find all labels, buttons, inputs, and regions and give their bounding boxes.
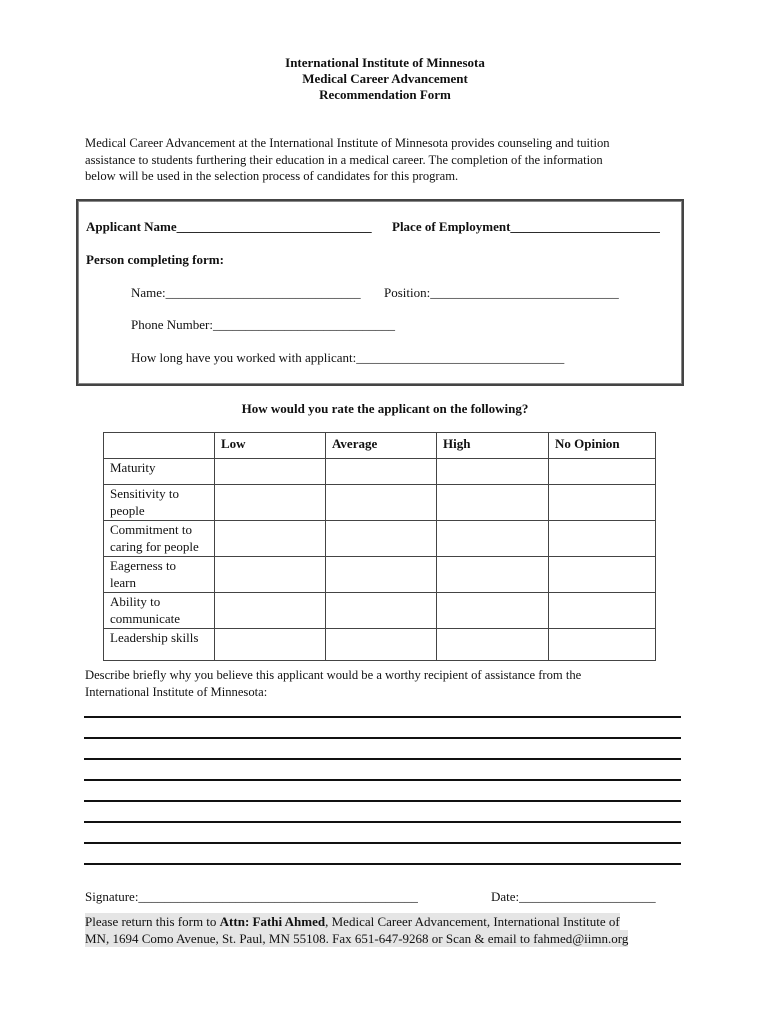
table-row [104, 593, 656, 629]
rating-cell-average[interactable] [326, 521, 437, 557]
row-label-leadership [104, 629, 215, 661]
describe-prompt [85, 667, 705, 700]
rating-cell-high[interactable] [437, 629, 549, 661]
rating-table [103, 432, 656, 661]
row-label-text: Leadership skills [110, 630, 199, 645]
header-cell-blank [104, 433, 215, 459]
rating-cell-average[interactable] [326, 557, 437, 593]
return-suffix: , Medical Career Advancement, International Institute of [325, 914, 620, 929]
rating-cell-no-opinion[interactable] [549, 485, 656, 521]
rating-cell-low[interactable] [215, 593, 326, 629]
completer-position-field[interactable]: Position:_____________________________ [384, 285, 619, 300]
signature-field[interactable]: Signature:___________________________________________ [85, 889, 418, 904]
table-row [104, 557, 656, 593]
form-title: Recommendation Form [319, 87, 451, 102]
rating-cell-no-opinion[interactable] [549, 459, 656, 485]
table-row [104, 521, 656, 557]
row-label-text: Commitment to [110, 522, 192, 537]
rating-cell-low[interactable] [215, 629, 326, 661]
applicant-info-box [76, 199, 684, 386]
row-label-text: Sensitivity to [110, 486, 179, 501]
applicant-name-field[interactable]: Applicant Name______________________________ [86, 219, 372, 234]
rating-cell-no-opinion[interactable] [549, 629, 656, 661]
writing-line[interactable] [84, 800, 681, 802]
program-title: Medical Career Advancement [302, 71, 468, 86]
rating-cell-high[interactable] [437, 593, 549, 629]
return-line-2: MN, 1694 Como Avenue, St. Paul, MN 55108. Fax 651-647-9268 or Scan & email to fahmed@iimn.org [85, 931, 629, 946]
row-label-text: Eagerness to [110, 558, 177, 573]
writing-line[interactable] [84, 863, 681, 865]
header-cell-average: Average [326, 433, 437, 459]
return-line-1 [85, 913, 620, 930]
return-prefix: Please return this form to [85, 914, 220, 929]
table-row [104, 629, 656, 661]
writing-line[interactable] [84, 821, 681, 823]
row-label-text: communicate [110, 610, 181, 626]
writing-line[interactable] [84, 737, 681, 739]
rating-cell-no-opinion[interactable] [549, 557, 656, 593]
rating-cell-average[interactable] [326, 459, 437, 485]
person-completing-label: Person completing form: [86, 252, 224, 267]
row-label-text: learn [110, 574, 136, 590]
header-cell-high: High [437, 433, 549, 459]
writing-line[interactable] [84, 842, 681, 844]
rating-question: How would you rate the applicant on the following? [241, 401, 529, 416]
intro-line: below will be used in the selection process of candidates for this program. [85, 169, 459, 183]
rating-cell-no-opinion[interactable] [549, 593, 656, 629]
rating-cell-average[interactable] [326, 629, 437, 661]
describe-line: Describe briefly why you believe this applicant would be a worthy recipient of assistance from the [85, 668, 582, 682]
rating-cell-low[interactable] [215, 485, 326, 521]
return-instructions [85, 913, 628, 947]
how-long-worked-field[interactable]: How long have you worked with applicant:________________________________ [131, 350, 565, 365]
rating-cell-high[interactable] [437, 557, 549, 593]
row-label-sensitivity [104, 485, 215, 521]
table-row [104, 459, 656, 485]
rating-cell-low[interactable] [215, 521, 326, 557]
rating-cell-low[interactable] [215, 459, 326, 485]
intro-paragraph [85, 135, 685, 185]
phone-number-field[interactable]: Phone Number:____________________________ [131, 317, 395, 332]
rating-cell-low[interactable] [215, 557, 326, 593]
describe-line: International Institute of Minnesota: [85, 684, 268, 699]
completer-name-field[interactable]: Name:______________________________ [131, 285, 361, 300]
row-label-eagerness [104, 557, 215, 593]
rating-cell-no-opinion[interactable] [549, 521, 656, 557]
writing-line[interactable] [84, 716, 681, 718]
writing-line[interactable] [84, 779, 681, 781]
rating-cell-average[interactable] [326, 593, 437, 629]
table-row [104, 485, 656, 521]
row-label-communicate [104, 593, 215, 629]
row-label-text: people [110, 502, 145, 518]
rating-cell-high[interactable] [437, 459, 549, 485]
row-label-commitment [104, 521, 215, 557]
rating-cell-average[interactable] [326, 485, 437, 521]
intro-line: assistance to students furthering their education in a medical career. The completion of the information [85, 152, 603, 167]
header-cell-no-opinion: No Opinion [549, 433, 656, 459]
rating-cell-high[interactable] [437, 485, 549, 521]
row-label-text: Ability to [110, 594, 161, 609]
date-field[interactable]: Date:_____________________ [491, 889, 656, 904]
row-label-text: caring for people [110, 538, 199, 554]
rating-cell-high[interactable] [437, 521, 549, 557]
writing-line[interactable] [84, 758, 681, 760]
row-label-text: Maturity [110, 460, 156, 475]
table-header-row [104, 433, 656, 459]
attn-name: Attn: Fathi Ahmed [219, 914, 326, 929]
header-cell-low: Low [215, 433, 326, 459]
intro-line: Medical Career Advancement at the International Institute of Minnesota provides counseling and tuition [85, 136, 610, 150]
row-label-maturity [104, 459, 215, 485]
org-title: International Institute of Minnesota [285, 55, 485, 70]
place-of-employment-field[interactable]: Place of Employment_______________________ [392, 219, 660, 234]
